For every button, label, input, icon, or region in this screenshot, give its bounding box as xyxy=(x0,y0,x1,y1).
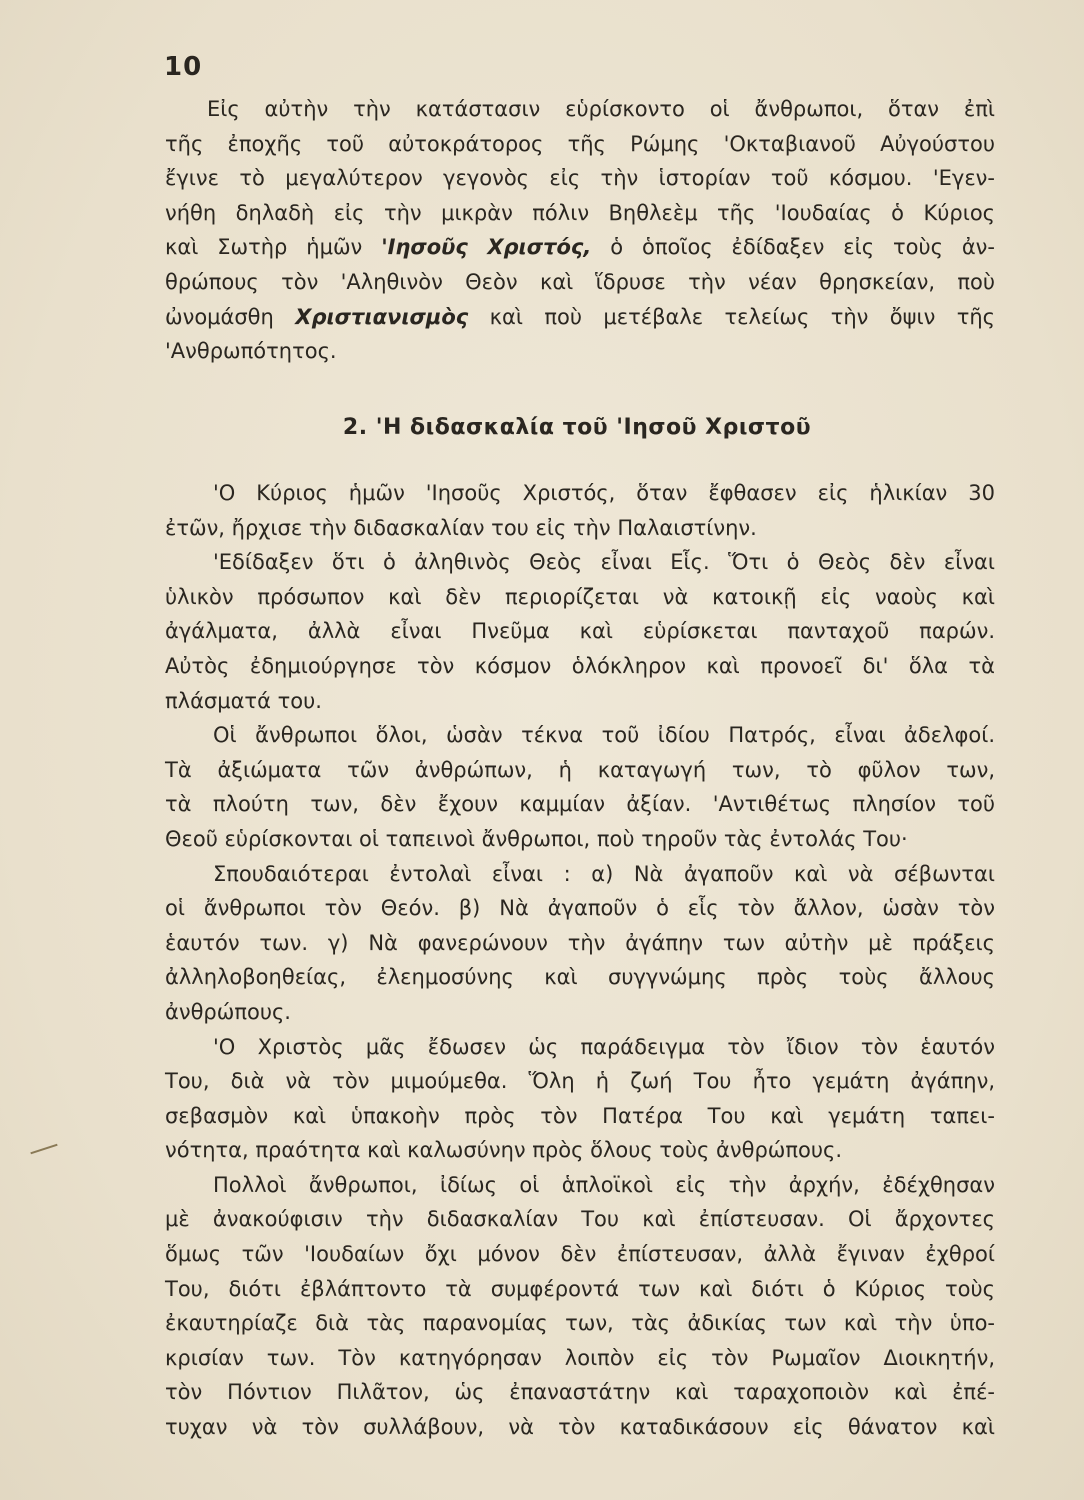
body-line: μὲ ἀνακούφισιν τὴν διδασκαλίαν Του καὶ ἐπίστευσαν. Οἱ ἄρχοντες xyxy=(165,1207,995,1232)
body-line: ἐτῶν, ἤρχισε τὴν διδασκαλίαν του εἰς τὴν Παλαιστίνην. xyxy=(165,515,757,540)
page-number: 10 xyxy=(164,52,203,82)
body-line: 'Ο Κύριος ἡμῶν 'Ιησοῦς Χριστός, ὅταν ἔφθασεν εἰς ἡλικίαν 30 xyxy=(213,481,995,505)
intro-line: θρώπους τὸν 'Αληθινὸν Θεὸν καὶ ἵδρυσε τὴν νέαν θρησκείαν, ποὺ xyxy=(165,269,995,294)
body-line: ἀγάλματα, ἀλλὰ εἶναι Πνεῦμα καὶ εὑρίσκεται πανταχοῦ παρών. xyxy=(165,619,995,644)
body-line: Θεοῦ εὑρίσκονται οἱ ταπεινοὶ ἄνθρωποι, ποὺ τηροῦν τὰς ἐντολάς Του· xyxy=(165,826,908,851)
body-line: πλάσματά του. xyxy=(165,688,322,713)
body-line: τὰ πλούτη των, δὲν ἔχουν καμμίαν ἀξίαν. 'Αντιθέτως πλησίον τοῦ xyxy=(165,792,995,817)
emphasis-name-jesus-christ: 'Ιησοῦς Χριστός, xyxy=(381,235,592,260)
intro-text: ὠνομάσθη xyxy=(165,304,296,329)
body-line: τὸν Πόντιον Πιλᾶτον, ὡς ἐπαναστάτην καὶ ταραχοποιὸν καὶ ἐπέ- xyxy=(165,1380,995,1405)
intro-line: ἔγινε τὸ μεγαλύτερον γεγονὸς εἰς τὴν ἱστορίαν τοῦ κόσμου. 'Εγεν- xyxy=(165,166,995,191)
body-line: Αὐτὸς ἐδημιούργησε τὸν κόσμον ὁλόκληρον καὶ προνοεῖ δι' ὅλα τὰ xyxy=(165,653,995,678)
body-line: Τὰ ἀξιώματα τῶν ἀνθρώπων, ἡ καταγωγή των, τὸ φῦλον των, xyxy=(165,757,995,782)
body-line: ὅμως τῶν 'Ιουδαίων ὄχι μόνον δὲν ἐπίστευσαν, ἀλλὰ ἔγιναν ἐχθροί xyxy=(165,1242,995,1267)
body-line: νότητα, πραότητα καὶ καλωσύνην πρὸς ὅλους τοὺς ἀνθρώπους. xyxy=(165,1138,843,1163)
intro-line: Εἰς αὐτὴν τὴν κατάστασιν εὑρίσκοντο οἱ ἄνθρωποι, ὅταν ἐπὶ xyxy=(207,97,995,121)
body-line: 'Εδίδαξεν ὅτι ὁ ἀληθινὸς Θεὸς εἶναι Εἷς. Ὅτι ὁ Θεὸς δὲν εἶναι xyxy=(213,550,995,575)
body-line: Του, διὰ νὰ τὸν μιμούμεθα. Ὅλη ἡ ζωή Του ἦτο γεμάτη ἀγάπην, xyxy=(165,1069,995,1094)
body-line: τυχαν νὰ τὸν συλλάβουν, νὰ τὸν καταδικάσουν εἰς θάνατον καὶ xyxy=(165,1415,995,1440)
body-line: 'Ο Χριστὸς μᾶς ἔδωσεν ὡς παράδειγμα τὸν ἴδιον τὸν ἑαυτόν xyxy=(213,1034,995,1059)
body-line: οἱ ἄνθρωποι τὸν Θεόν. β) Νὰ ἀγαποῦν ὁ εἷς τὸν ἄλλον, ὡσὰν τὸν xyxy=(165,896,995,921)
intro-text: ὁ ὁποῖος ἐδίδαξεν εἰς τοὺς ἀν- xyxy=(591,235,995,260)
body-line: ἀλληλοβοηθείας, ἐλεημοσύνης καὶ συγγνώμης πρὸς τοὺς ἄλλους xyxy=(165,965,995,990)
intro-line xyxy=(165,230,995,265)
body-line: ὑλικὸν πρόσωπον καὶ δὲν περιορίζεται νὰ κατοικῇ εἰς ναοὺς καὶ xyxy=(165,584,995,609)
body-line: Πολλοὶ ἄνθρωποι, ἰδίως οἱ ἁπλοϊκοὶ εἰς τὴν ἀρχήν, ἐδέχθησαν xyxy=(213,1172,995,1197)
body-line: Οἱ ἄνθρωποι ὅλοι, ὡσὰν τέκνα τοῦ ἰδίου Πατρός, εἶναι ἀδελφοί. xyxy=(213,723,995,748)
intro-line: 'Ανθρωπότητος. xyxy=(165,339,337,364)
body-line: ἑαυτόν των. γ) Νὰ φανερώνουν τὴν ἀγάπην των αὐτὴν μὲ πράξεις xyxy=(165,930,995,955)
body-line: Σπουδαιότεραι ἐντολαὶ εἶναι : α) Νὰ ἀγαποῦν καὶ νὰ σέβωνται xyxy=(213,861,995,886)
margin-mark xyxy=(30,1144,57,1155)
body-line: Του, διότι ἐβλάπτοντο τὰ συμφέροντά των καὶ διότι ὁ Κύριος τοὺς xyxy=(165,1276,995,1301)
intro-line: τῆς ἐποχῆς τοῦ αὐτοκράτορος τῆς Ρώμης 'Οκταβιανοῦ Αὐγούστου xyxy=(165,131,995,156)
emphasis-christianity: Χριστιανισμὸς xyxy=(295,304,469,329)
body-line: σεβασμὸν καὶ ὑπακοὴν πρὸς τὸν Πατέρα Του καὶ γεμάτη ταπει- xyxy=(165,1103,995,1128)
body-line: ἀνθρώπους. xyxy=(165,999,291,1024)
body-line: ἐκαυτηρίαζε διὰ τὰς παρανομίας των, τὰς ἀδικίας των καὶ τὴν ὑπο- xyxy=(165,1311,995,1336)
intro-text: καὶ ποὺ μετέβαλε τελείως τὴν ὄψιν τῆς xyxy=(468,304,996,329)
intro-line xyxy=(165,300,995,335)
body-line: κρισίαν των. Τὸν κατηγόρησαν λοιπὸν εἰς τὸν Ρωμαῖον Διοικητήν, xyxy=(165,1345,995,1370)
intro-text: καὶ Σωτὴρ ἡμῶν xyxy=(165,235,382,260)
body-text xyxy=(165,476,995,1445)
section-heading: 2. 'Η διδασκαλία τοῦ 'Ιησοῦ Χριστοῦ xyxy=(342,415,812,440)
intro-paragraph xyxy=(165,92,995,369)
intro-line: νήθη δηλαδὴ εἰς τὴν μικρὰν πόλιν Βηθλεὲμ τῆς 'Ιουδαίας ὁ Κύριος xyxy=(165,200,995,225)
